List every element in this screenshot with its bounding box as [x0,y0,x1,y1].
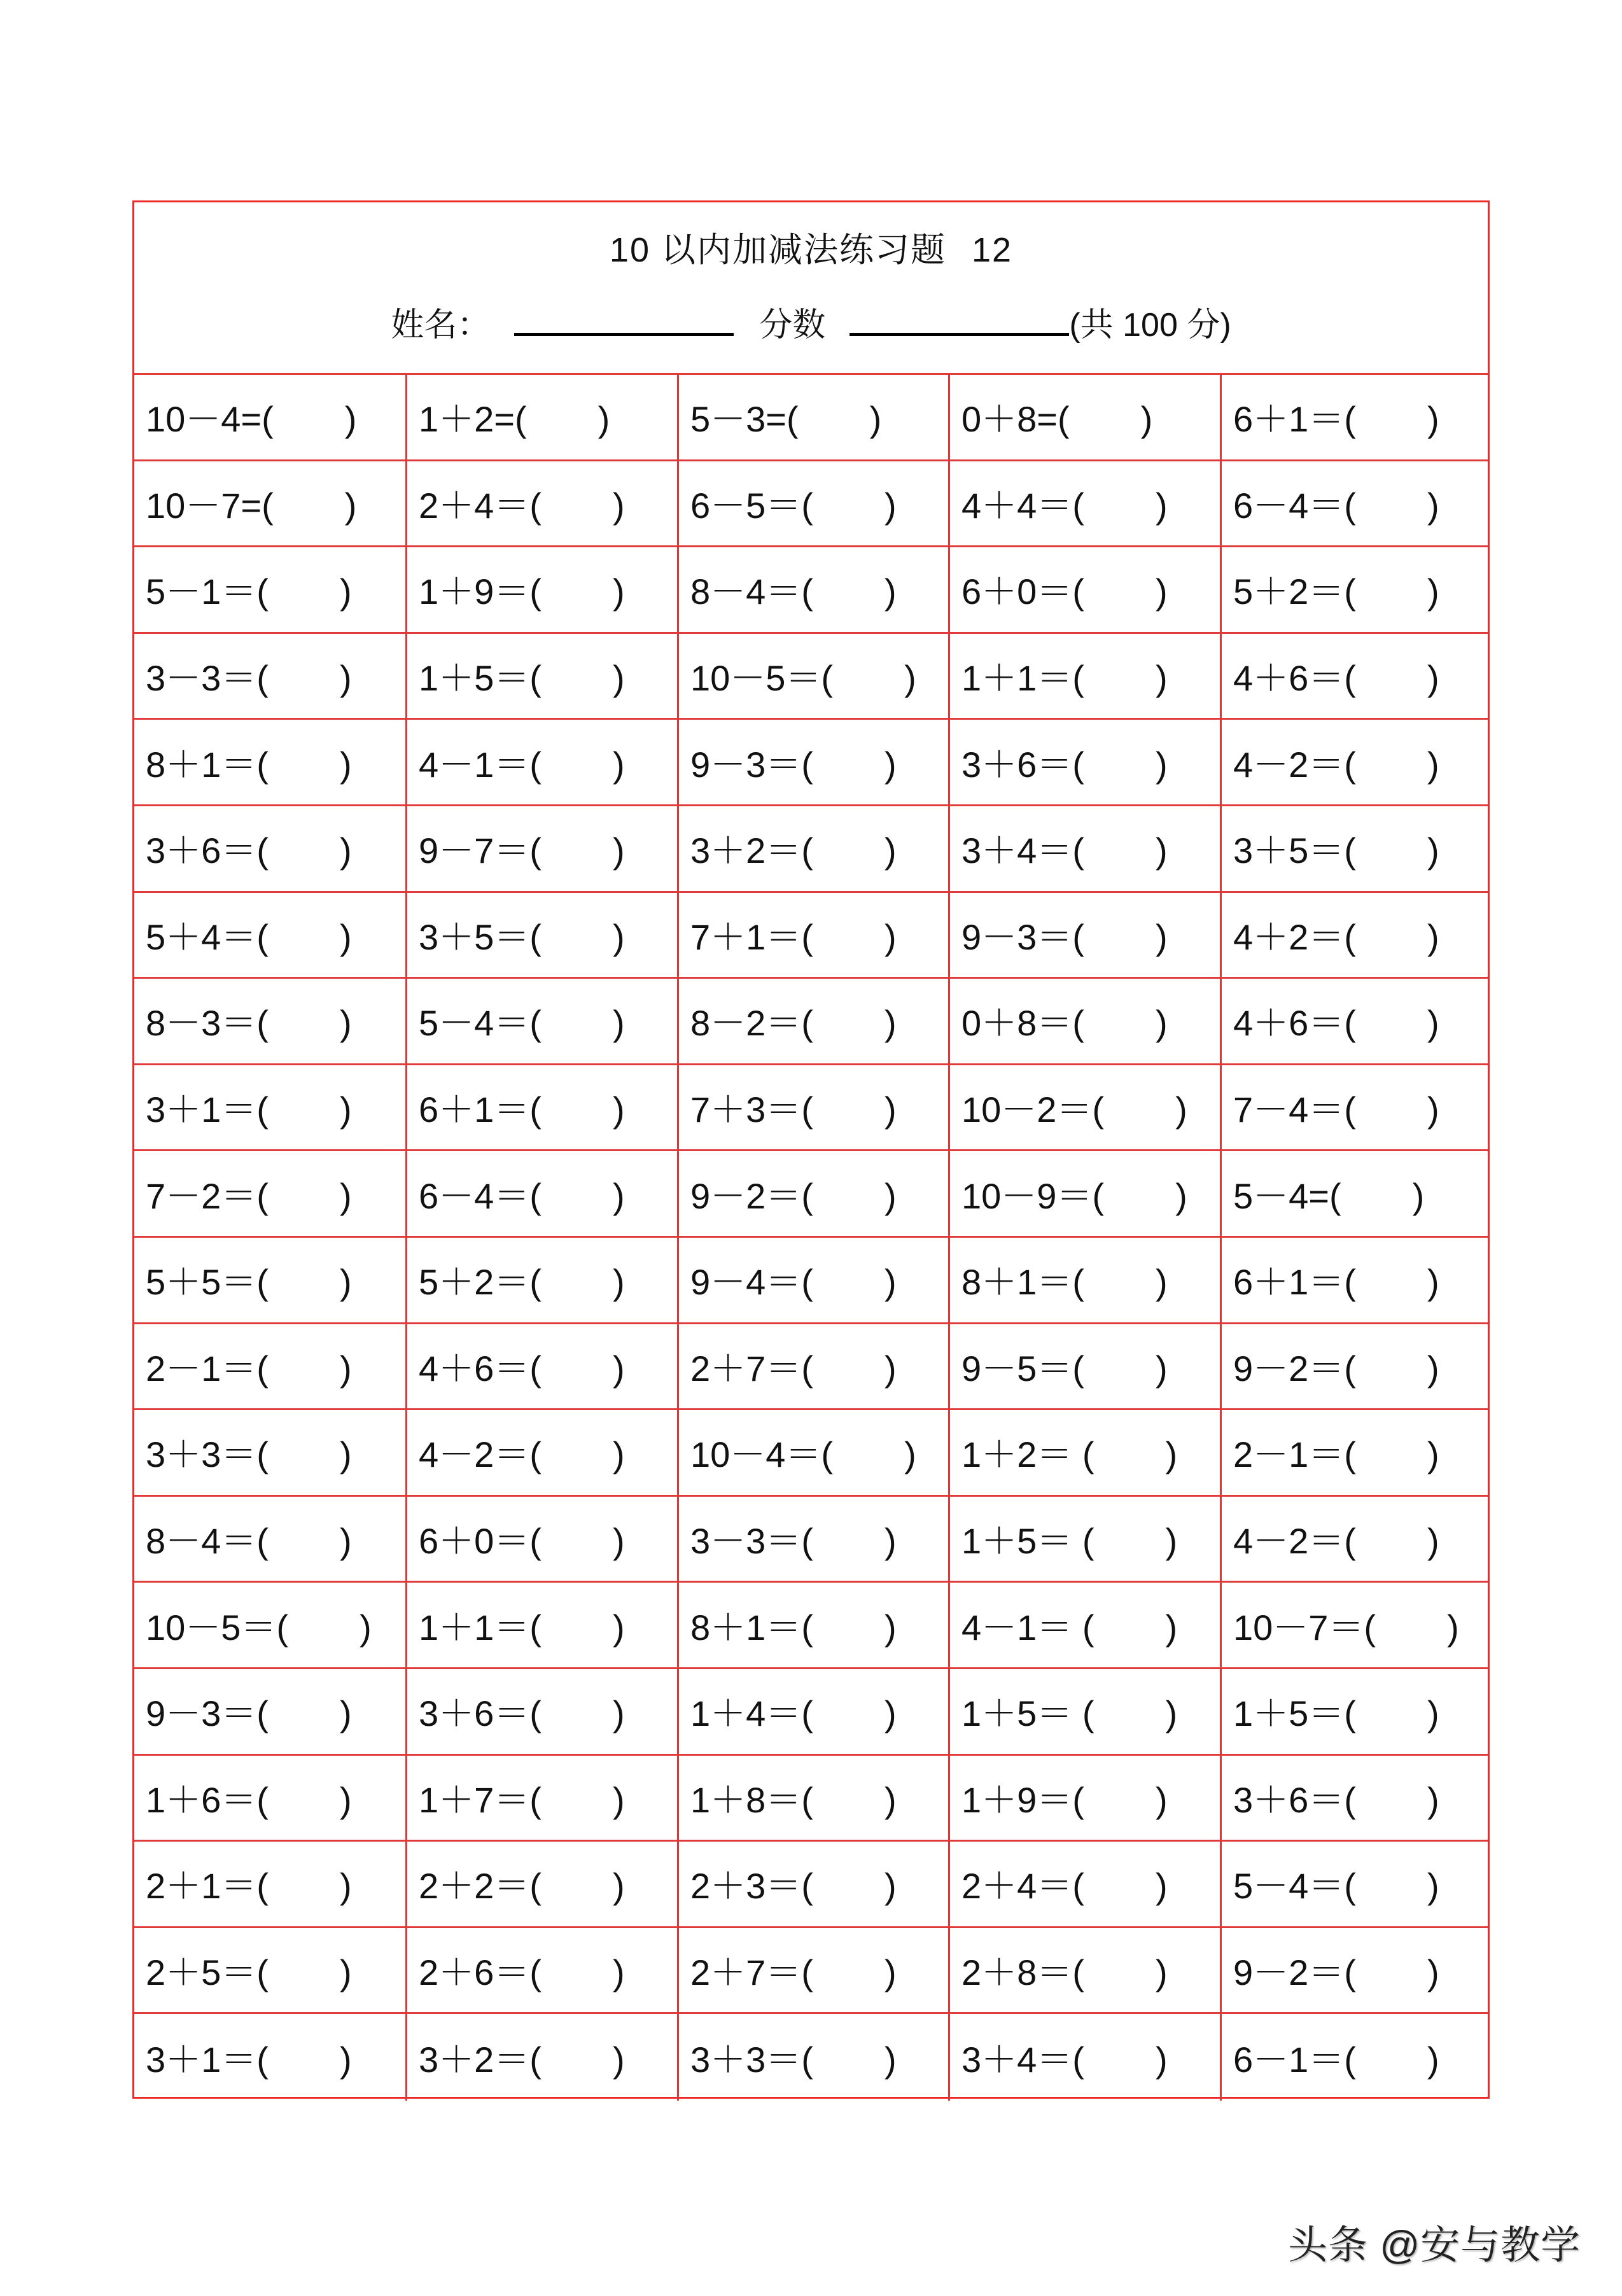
name-blank-field[interactable] [514,301,734,336]
problem-cell[interactable]: 10－2＝( ) [950,1065,1222,1152]
problem-cell[interactable]: 1＋2＝ ( ) [950,1410,1222,1497]
problem-cell[interactable]: 1＋7＝( ) [407,1756,679,1842]
problem-cell[interactable]: 5＋2＝( ) [1222,547,1488,634]
problem-cell[interactable]: 4＋6＝( ) [1222,979,1488,1065]
problem-cell[interactable]: 3＋2＝( ) [407,2014,679,2101]
problem-cell[interactable]: 10－4=( ) [134,375,407,461]
problem-cell[interactable]: 10－5＝( ) [679,634,950,720]
problem-cell[interactable]: 3＋1＝( ) [134,1065,407,1152]
problem-cell[interactable]: 9－2＝( ) [1222,1324,1488,1411]
problem-cell[interactable]: 3＋6＝( ) [950,720,1222,806]
problem-cell[interactable]: 6＋1＝( ) [1222,1238,1488,1324]
problem-cell[interactable]: 4＋2＝( ) [1222,893,1488,979]
score-blank-field[interactable] [849,301,1069,336]
problem-cell[interactable]: 5－4=( ) [1222,1151,1488,1238]
problem-cell[interactable]: 3＋6＝( ) [407,1669,679,1756]
problem-cell[interactable]: 4＋6＝( ) [407,1324,679,1411]
problem-cell[interactable]: 1＋5＝( ) [1222,1669,1488,1756]
problem-cell[interactable]: 2＋8＝( ) [950,1928,1222,2015]
problem-cell[interactable]: 3＋5＝( ) [1222,806,1488,893]
problem-cell[interactable]: 5＋2＝( ) [407,1238,679,1324]
problem-cell[interactable]: 10－4＝( ) [679,1410,950,1497]
problem-cell[interactable]: 9－3＝( ) [950,893,1222,979]
title-text: 10 以内加减法练习题 [609,231,946,269]
problem-cell[interactable]: 6＋1＝( ) [1222,375,1488,461]
watermark: 头条 @安与教学 [1288,2223,1581,2267]
problem-cell[interactable]: 3＋5＝( ) [407,893,679,979]
name-score-line [134,298,1488,346]
problem-cell[interactable]: 6－5＝( ) [679,461,950,548]
problem-cell[interactable]: 3＋4＝( ) [950,806,1222,893]
problem-cell[interactable]: 2＋4＝( ) [407,461,679,548]
problem-cell[interactable]: 3＋6＝( ) [1222,1756,1488,1842]
problem-cell[interactable]: 6－1＝( ) [1233,2040,1439,2080]
problem-cell[interactable]: 3＋1＝( ) [134,2014,407,2101]
problem-cell[interactable]: 9－5＝( ) [950,1324,1222,1411]
problem-cell[interactable]: 6＋1＝( ) [407,1065,679,1152]
problem-cell[interactable]: 0＋8＝( ) [950,979,1222,1065]
problem-cell[interactable]: 1＋9＝( ) [407,547,679,634]
problem-cell[interactable]: 8－4＝( ) [679,547,950,634]
problem-cell[interactable]: 2＋4＝( ) [950,1842,1222,1928]
problem-cell[interactable]: 5＋5＝( ) [134,1238,407,1324]
total-label: (共 100 分) [1069,307,1231,344]
problem-cell[interactable]: 8＋1＝( ) [679,1583,950,1669]
problem-cell[interactable]: 4＋4＝( ) [950,461,1222,548]
problem-cell[interactable]: 0＋8=( ) [950,375,1222,461]
problem-cell[interactable]: 1＋1＝( ) [407,1583,679,1669]
problem-cell[interactable]: 8－3＝( ) [134,979,407,1065]
problem-cell[interactable]: 5－4＝( ) [407,979,679,1065]
problem-cell[interactable]: 5－3=( ) [679,375,950,461]
problem-cell[interactable]: 10－7＝( ) [1222,1583,1488,1669]
problem-cell[interactable]: 1＋5＝ ( ) [950,1497,1222,1583]
problem-cell[interactable]: 2＋1＝( ) [134,1842,407,1928]
problem-cell[interactable]: 1＋9＝( ) [950,1756,1222,1842]
problem-cell[interactable]: 6－4＝( ) [1222,461,1488,548]
worksheet-header [134,202,1488,375]
worksheet-table [132,200,1490,2099]
problem-cell[interactable]: 4－1＝( ) [407,720,679,806]
problem-cell[interactable]: 8－2＝( ) [679,979,950,1065]
problem-cell[interactable]: 2－1＝( ) [1222,1410,1488,1497]
problem-grid [134,375,1488,2101]
problem-cell[interactable]: 7＋3＝( ) [679,1065,950,1152]
problem-cell[interactable]: 10－9＝( ) [950,1151,1222,1238]
problem-cell[interactable]: 2＋7＝( ) [679,1928,950,2015]
problem-cell[interactable]: 9－2＝( ) [1222,1928,1488,2015]
problem-cell[interactable]: 1＋5＝( ) [407,634,679,720]
problem-cell[interactable]: 6－4＝( ) [407,1151,679,1238]
problem-cell[interactable]: 8＋1＝( ) [950,1238,1222,1324]
problem-cell[interactable]: 8－4＝( ) [134,1497,407,1583]
problem-cell[interactable]: 3－3＝( ) [134,634,407,720]
problem-cell[interactable]: 5－1＝( ) [134,547,407,634]
problem-cell[interactable]: 1＋6＝( ) [134,1756,407,1842]
name-label: 姓名： [391,307,491,344]
problem-cell[interactable]: 2＋7＝( ) [679,1324,950,1411]
problem-cell[interactable]: 4－2＝( ) [1222,720,1488,806]
problem-cell[interactable]: 1＋1＝( ) [950,634,1222,720]
problem-cell[interactable]: 2－1＝( ) [134,1324,407,1411]
problem-cell[interactable]: 5＋4＝( ) [134,893,407,979]
problem-cell[interactable]: 3＋3＝( ) [679,2014,950,2101]
problem-cell[interactable]: 5－4＝( ) [1222,1842,1488,1928]
problem-cell[interactable]: 2＋2＝( ) [407,1842,679,1928]
problem-cell[interactable]: 1＋8＝( ) [679,1756,950,1842]
worksheet-title [134,223,1488,272]
problem-cell[interactable]: 9－3＝( ) [134,1669,407,1756]
problem-cell[interactable]: 8＋1＝( ) [134,720,407,806]
problem-cell[interactable]: 4－2＝( ) [1222,1497,1488,1583]
problem-cell[interactable]: 9－3＝( ) [679,720,950,806]
problem-cell[interactable]: 3－3＝( ) [679,1497,950,1583]
problem-cell[interactable]: 2＋5＝( ) [134,1928,407,2015]
problem-cell[interactable]: 10－7=( ) [134,461,407,548]
problem-cell[interactable]: 1＋5＝ ( ) [950,1669,1222,1756]
problem-cell[interactable]: 7－2＝( ) [134,1151,407,1238]
score-label: 分数 [759,307,826,344]
problem-cell[interactable]: 7－4＝( ) [1222,1065,1488,1152]
problem-cell[interactable]: 2＋3＝( ) [679,1842,950,1928]
problem-cell[interactable]: 3＋6＝( ) [134,806,407,893]
problem-cell[interactable]: 3＋3＝( ) [134,1410,407,1497]
problem-cell[interactable]: 4－1＝ ( ) [950,1583,1222,1669]
problem-cell[interactable]: 1＋4＝( ) [679,1669,950,1756]
problem-cell[interactable]: 3＋4＝( ) [950,2014,1222,2101]
problem-cell[interactable]: 7＋1＝( ) [679,893,950,979]
problem-cell[interactable]: 10－5＝( ) [134,1583,407,1669]
worksheet-number: 12 [972,231,1013,269]
problem-cell[interactable]: 9－4＝( ) [679,1238,950,1324]
problem-cell[interactable]: 9－2＝( ) [679,1151,950,1238]
problem-cell[interactable]: 9－7＝( ) [407,806,679,893]
problem-cell[interactable]: 4－2＝( ) [407,1410,679,1497]
problem-cell[interactable]: 6＋0＝( ) [407,1497,679,1583]
problem-cell[interactable]: 4＋6＝( ) [1222,634,1488,720]
problem-cell[interactable]: 6＋0＝( ) [950,547,1222,634]
problem-cell[interactable]: 1＋2=( ) [407,375,679,461]
problem-cell[interactable]: 3＋2＝( ) [679,806,950,893]
problem-cell[interactable]: 2＋6＝( ) [407,1928,679,2015]
